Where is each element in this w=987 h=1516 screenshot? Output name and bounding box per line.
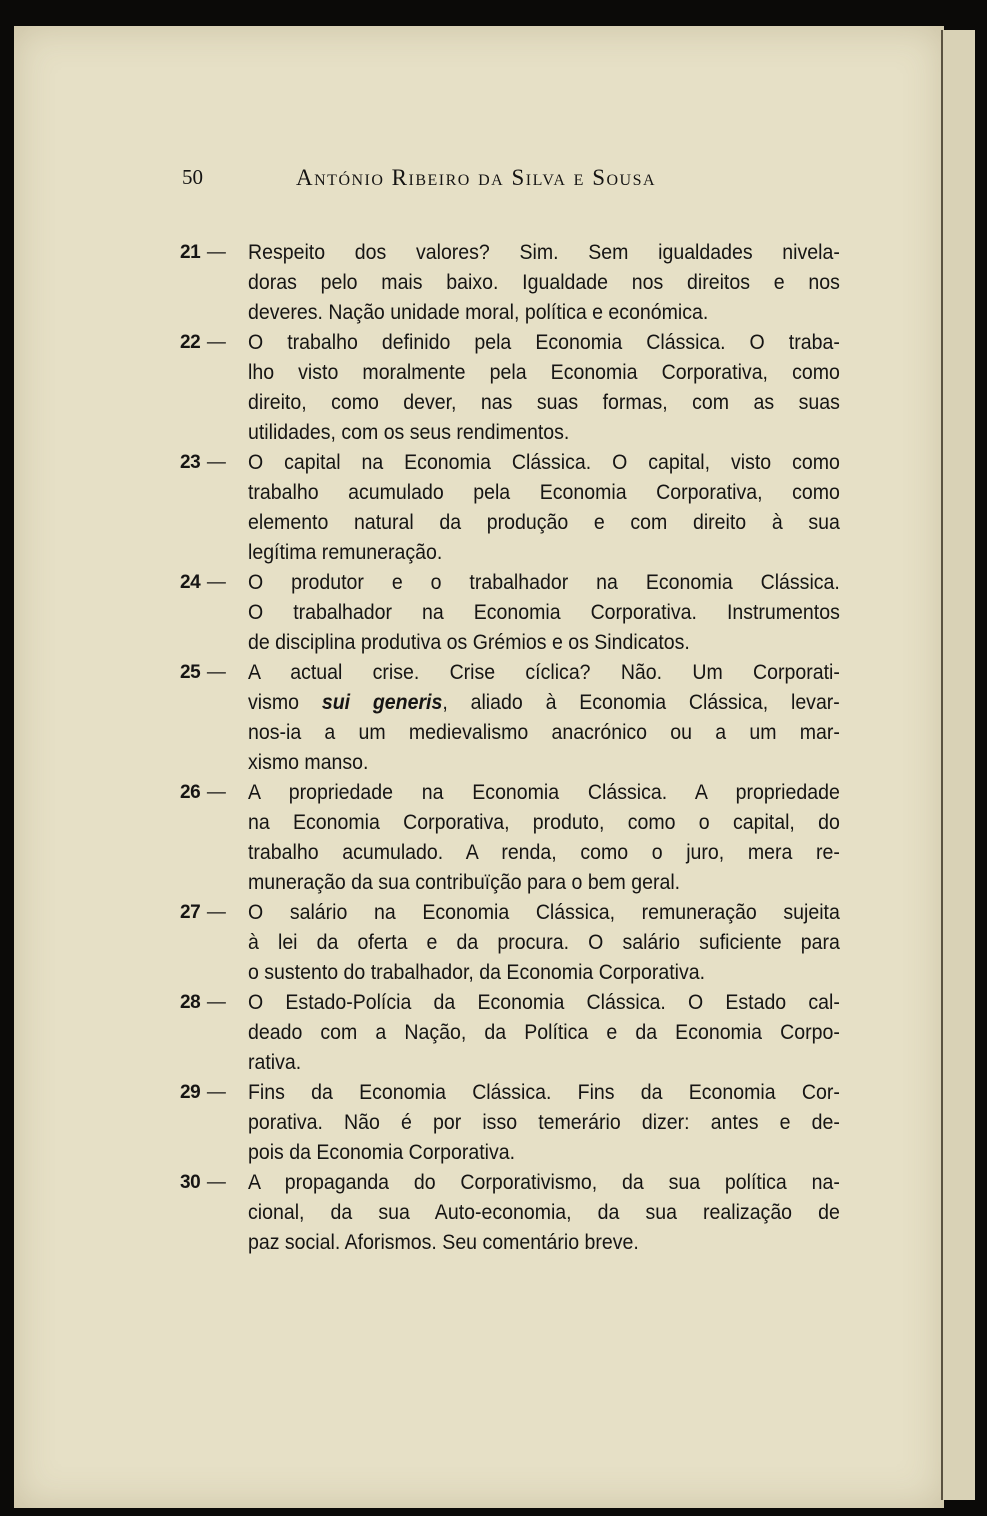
running-head-title: António Ribeiro da Silva e Sousa	[296, 165, 657, 190]
entry-line: porativa. Não é por isso temerário dizer: antes e de-	[248, 1111, 840, 1134]
entry-line: A propaganda do Corporativismo, da sua política na-	[248, 1171, 840, 1194]
entry-line: direito, como dever, nas suas formas, com as suas	[248, 391, 840, 414]
entry-dash: —	[202, 902, 226, 923]
entry-line: Fins da Economia Clássica. Fins da Economia Cor-	[248, 1081, 840, 1104]
entry-25	[180, 658, 840, 778]
entry-number	[180, 658, 248, 688]
entry-line: na Economia Corporativa, produto, como o capital, do	[248, 811, 840, 834]
entry-line: elemento natural da produção e com direito à sua	[248, 511, 840, 534]
entry-22	[180, 328, 840, 448]
entry-line: muneração da sua contribuïção para o bem geral.	[248, 871, 681, 894]
entry-27	[180, 898, 840, 988]
entry-dash: —	[202, 992, 226, 1013]
entry-line: de disciplina produtiva os Grémios e os Sindicatos.	[248, 631, 690, 654]
entry-line: deado com a Nação, da Política e da Economia Corpo-	[248, 1021, 840, 1044]
numbered-entries-list	[180, 238, 840, 1258]
entry-line: O Estado-Polícia da Economia Clássica. O Estado cal-	[248, 991, 840, 1014]
page-number: 50	[182, 165, 203, 189]
entry-text	[248, 568, 840, 658]
entry-line: nos-ia a um medievalismo anacrónico ou a um mar-	[248, 721, 840, 744]
entry-line: O capital na Economia Clássica. O capital, visto como	[248, 451, 840, 474]
entry-line: deveres. Nação unidade moral, política e económica.	[248, 301, 709, 324]
entry-text	[248, 658, 840, 778]
entry-line: O salário na Economia Clássica, remuneração sujeita	[248, 901, 840, 924]
entry-23	[180, 448, 840, 568]
entry-dash: —	[202, 1082, 226, 1103]
entry-text	[248, 238, 840, 328]
entry-dash: —	[202, 452, 226, 473]
entry-number	[180, 328, 248, 358]
entry-number-value: 23	[180, 452, 201, 473]
entry-number-value: 24	[180, 572, 201, 593]
entry-dash: —	[202, 662, 226, 683]
entry-number	[180, 568, 248, 598]
entry-number	[180, 448, 248, 478]
entry-line: xismo manso.	[248, 751, 369, 774]
entry-dash: —	[202, 782, 226, 803]
italic-phrase: sui generis	[321, 691, 443, 714]
entry-line: Respeito dos valores? Sim. Sem igualdades nivela-	[248, 241, 840, 264]
entry-number-value: 26	[180, 782, 201, 803]
entry-dash: —	[202, 242, 226, 263]
entry-line: rativa.	[248, 1051, 302, 1074]
entry-text	[248, 1168, 840, 1258]
entry-number	[180, 238, 248, 268]
entry-dash: —	[202, 572, 226, 593]
entry-29	[180, 1078, 840, 1168]
entry-text	[248, 1078, 840, 1168]
entry-line: pois da Economia Corporativa.	[248, 1141, 516, 1164]
entry-line: A propriedade na Economia Clássica. A propriedade	[248, 781, 840, 804]
entry-number-value: 27	[180, 902, 201, 923]
entry-number-value: 28	[180, 992, 201, 1013]
entry-30	[180, 1168, 840, 1258]
entry-number	[180, 778, 248, 808]
entry-number	[180, 1078, 248, 1108]
entry-line: doras pelo mais baixo. Igualdade nos direitos e nos	[248, 271, 840, 294]
entry-line: O produtor e o trabalhador na Economia Clássica.	[248, 571, 840, 594]
entry-number-value: 25	[180, 662, 201, 683]
entry-number	[180, 988, 248, 1018]
entry-number	[180, 1168, 248, 1198]
entry-line: trabalho acumulado. A renda, como o juro, mera re-	[248, 841, 840, 864]
entry-24	[180, 568, 840, 658]
entry-text	[248, 448, 840, 568]
entry-line: cional, da sua Auto-economia, da sua realização de	[248, 1201, 840, 1224]
adjacent-page-edge	[941, 30, 977, 1500]
entry-line: legítima remuneração.	[248, 541, 443, 564]
entry-number-value: 30	[180, 1172, 201, 1193]
entry-line: O trabalho definido pela Economia Clássica. O traba-	[248, 331, 840, 354]
entry-line: paz social. Aforismos. Seu comentário breve.	[248, 1231, 639, 1254]
entry-line: o sustento do trabalhador, da Economia Corporativa.	[248, 961, 706, 984]
entry-line: trabalho acumulado pela Economia Corporativa, como	[248, 481, 840, 504]
entry-21	[180, 238, 840, 328]
entry-dash: —	[202, 332, 226, 353]
entry-26	[180, 778, 840, 898]
scan-border	[975, 0, 987, 1516]
entry-text	[248, 328, 840, 448]
entry-line: O trabalhador na Economia Corporativa. Instrumentos	[248, 601, 840, 624]
entry-28	[180, 988, 840, 1078]
entry-number-value: 29	[180, 1082, 201, 1103]
entry-line: vismo sui generis, aliado à Economia Clássica, levar-	[248, 691, 840, 714]
entry-number-value: 22	[180, 332, 201, 353]
entry-line: à lei da oferta e da procura. O salário suficiente para	[248, 931, 840, 954]
entry-line: lho visto moralmente pela Economia Corporativa, como	[248, 361, 840, 384]
entry-text	[248, 898, 840, 988]
entry-line: utilidades, com os seus rendimentos.	[248, 421, 570, 444]
entry-number	[180, 898, 248, 928]
running-head	[182, 165, 742, 195]
entry-dash: —	[202, 1172, 226, 1193]
entry-line: A actual crise. Crise cíclica? Não. Um Corporati-	[248, 661, 840, 684]
entry-number-value: 21	[180, 242, 201, 263]
entry-text	[248, 778, 840, 898]
entry-text	[248, 988, 840, 1078]
